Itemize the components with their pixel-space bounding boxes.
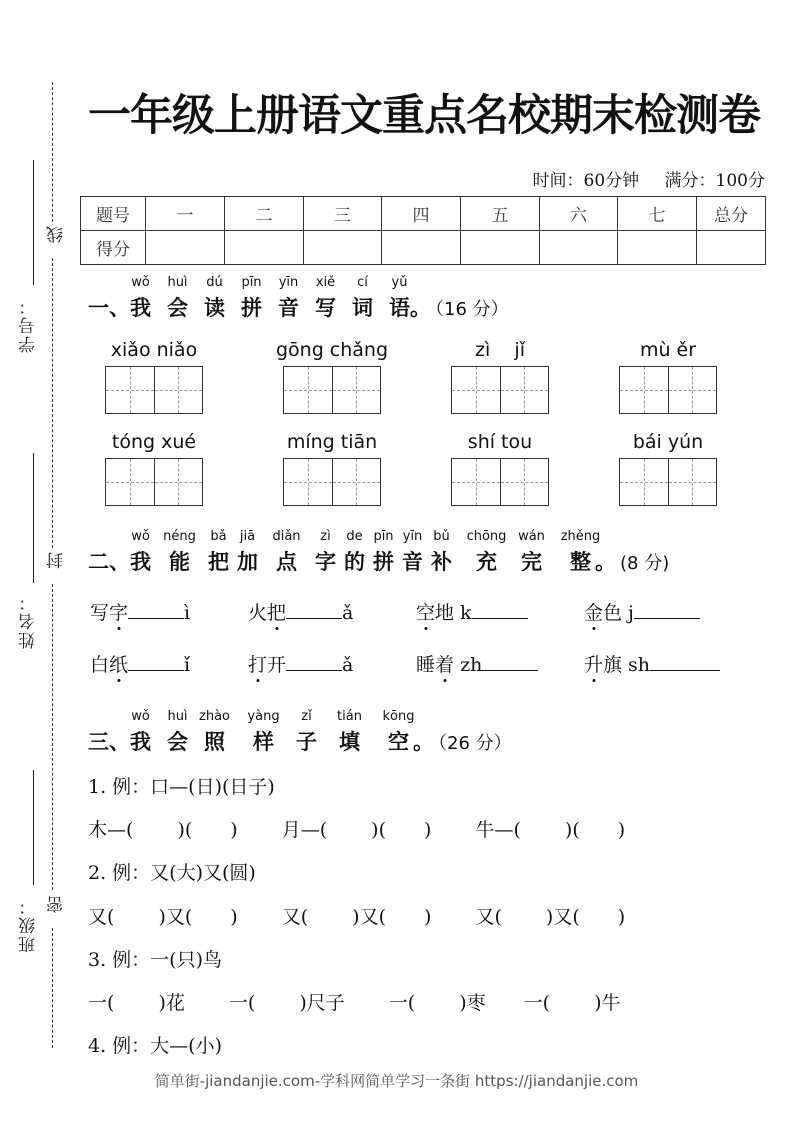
fill-item (416, 598, 528, 625)
pinyin-annotation: dú (206, 275, 223, 290)
pinyin-annotation: pīn (241, 275, 262, 290)
answer-blank[interactable] (650, 652, 720, 671)
pinyin-annotation: wǒ (131, 529, 150, 544)
answer-blank[interactable] (128, 652, 184, 671)
title-char: bǎ 把 (208, 529, 229, 574)
class-underline[interactable] (33, 770, 34, 885)
answer-blank[interactable] (286, 652, 342, 671)
fill-item (584, 650, 720, 677)
pinyin-label: gōng chǎng (275, 339, 389, 361)
pinyin-annotation: chōng (466, 529, 507, 544)
pinyin-word-item (451, 428, 549, 506)
title-char: cí 词 (352, 275, 373, 320)
writing-grid[interactable] (451, 458, 549, 506)
dotted-char: 着 (435, 650, 454, 677)
dotted-char: 空 (416, 598, 435, 625)
title-char: jiā 加 (237, 529, 258, 574)
section1-title (88, 275, 509, 322)
pinyin-annotation: yǔ (391, 275, 408, 290)
title-char: wǒ 我 (130, 529, 151, 574)
pinyin-label: shí tou (467, 431, 533, 453)
fill-item (90, 598, 190, 625)
table-header-cell: 七 (618, 197, 697, 231)
score-cell[interactable] (697, 231, 766, 265)
section-number: 一、 (88, 296, 130, 320)
dotted-char: 字 (109, 598, 128, 625)
char: 火 (248, 602, 268, 624)
writing-grid[interactable] (105, 366, 203, 414)
title-char: yàng 样 (247, 709, 280, 754)
fill-item (248, 650, 353, 677)
pinyin-initial: zh (454, 654, 483, 676)
table-row-score (81, 231, 766, 265)
title-char: chōng 充 (466, 529, 507, 574)
mark-seal: 封 (44, 548, 69, 573)
student-id-label: 学号： (19, 296, 39, 353)
table-header-cell: 二 (225, 197, 304, 231)
cut-line (52, 82, 53, 222)
pinyin-label: míng tiān (286, 431, 378, 453)
mark-line: 线 (44, 222, 69, 247)
pinyin-initial: 地 k (435, 602, 472, 624)
score-cell[interactable] (225, 231, 304, 265)
table-row-header (81, 197, 766, 231)
time-limit: 时间：60分钟 (532, 171, 640, 191)
name-underline[interactable] (33, 453, 34, 583)
answer-blank[interactable] (472, 600, 528, 619)
title-char: kōng 空 (382, 709, 415, 754)
section-title-chars (130, 275, 410, 322)
answer-blank[interactable] (128, 600, 184, 619)
char: 写 (90, 602, 110, 624)
pinyin-annotation: pīn (373, 529, 394, 544)
score-cell[interactable] (540, 231, 618, 265)
fill-item (90, 650, 190, 677)
student-id-underline[interactable] (33, 160, 34, 285)
pinyin-word-item (105, 428, 203, 506)
title-char: zhào 照 (199, 709, 230, 754)
cut-line (52, 258, 53, 548)
table-header-cell: 四 (382, 197, 461, 231)
title-char: yǔ 语 (389, 275, 410, 320)
pinyin-annotation: yīn (402, 529, 423, 544)
title-char: zì 字 (315, 529, 336, 574)
pinyin-label: zì jǐ (475, 339, 525, 361)
score-cell[interactable] (618, 231, 697, 265)
full-score: 满分：100分 (664, 171, 765, 191)
pinyin-word-item (283, 428, 381, 506)
title-char: de 的 (344, 529, 365, 574)
title-char: huì 会 (167, 275, 188, 320)
score-cell[interactable] (304, 231, 382, 265)
pinyin-annotation: jiā (239, 529, 256, 544)
fill-item (416, 650, 538, 677)
title-char: xiě 写 (315, 275, 336, 320)
title-char: bǔ 补 (431, 529, 452, 574)
title-char: yīn 音 (278, 275, 299, 320)
dotted-char: 升 (584, 650, 603, 677)
period: 。 (595, 550, 616, 574)
name-label: 姓名： (19, 592, 39, 649)
answer-line-3[interactable]: 一( )花 一( )尺子 一( )枣 一( )牛 (88, 992, 621, 1014)
pinyin-annotation: wǒ (131, 275, 150, 290)
pinyin-initial: 旗 sh (603, 654, 651, 676)
writing-grid[interactable] (451, 366, 549, 414)
title-char: néng 能 (163, 529, 196, 574)
pinyin-annotation: yīn (278, 275, 299, 290)
title-char: wǒ 我 (130, 275, 151, 320)
table-header-cell: 一 (146, 197, 225, 231)
answer-line-2[interactable]: 又( )又( ) 又( )又( ) 又( )又( ) (88, 906, 626, 928)
period: 。 (413, 730, 434, 754)
section3-title (88, 709, 512, 756)
example-line-3: 3. 例：一(只)鸟 (88, 949, 222, 971)
writing-grid[interactable] (283, 366, 381, 414)
pinyin-annotation: zhěng (560, 529, 601, 544)
example-line-2: 2. 例：又(大)又(圆) (88, 862, 256, 884)
example-line-4: 4. 例：大—(小) (88, 1035, 222, 1057)
pinyin-annotation: tián (337, 709, 362, 724)
exam-info (533, 166, 766, 191)
pinyin-word-item (619, 336, 717, 414)
fill-item (584, 598, 700, 625)
section2-title (88, 529, 670, 576)
table-header-cell: 五 (461, 197, 540, 231)
mark-secret: 密 (44, 892, 69, 917)
pinyin-label: mù ěr (639, 339, 697, 361)
pinyin-label: bái yún (632, 431, 704, 453)
answer-line-1[interactable]: 木—( )( ) 月—( )( ) 牛—( )( ) (88, 819, 626, 841)
pinyin-annotation: kōng (382, 709, 415, 724)
pinyin-label: xiǎo niǎo (110, 339, 198, 361)
pinyin-final: ǐ (184, 654, 191, 676)
section-score: (8 分) (620, 553, 670, 574)
score-cell[interactable] (382, 231, 461, 265)
dotted-char: 金 (584, 598, 603, 625)
pinyin-word-item (451, 336, 549, 414)
pinyin-word-item (275, 336, 389, 414)
title-char: zhěng 整 (560, 529, 601, 574)
example-line-1: 1. 例：口—(日)(日子) (88, 776, 275, 798)
table-header-cell: 总分 (697, 197, 766, 231)
fill-item (248, 598, 353, 625)
pinyin-label: tóng xué (111, 431, 197, 453)
pinyin-annotation: wǒ (131, 709, 150, 724)
pinyin-annotation: bǎ (210, 529, 227, 544)
writing-grid[interactable] (619, 458, 717, 506)
title-char: zǐ 子 (296, 709, 317, 754)
section-number: 三、 (88, 730, 130, 754)
writing-grid[interactable] (283, 458, 381, 506)
dotted-char: 把 (267, 598, 286, 625)
answer-blank[interactable] (482, 652, 538, 671)
pinyin-final: ǎ (342, 602, 354, 624)
section-title-chars (130, 529, 601, 576)
dotted-char: 纸 (109, 650, 128, 677)
char: 开 (267, 654, 287, 676)
section-title-chars (130, 709, 415, 756)
answer-blank[interactable] (286, 600, 342, 619)
table-header-cell: 三 (304, 197, 382, 231)
section-number: 二、 (88, 550, 130, 574)
pinyin-annotation: huì (167, 709, 188, 724)
pinyin-final: ì (184, 602, 191, 624)
score-row-label: 得分 (81, 231, 146, 265)
title-char: yīn 音 (402, 529, 423, 574)
title-char: wán 完 (518, 529, 545, 574)
pinyin-annotation: cí (357, 275, 368, 290)
pinyin-initial: 色 j (603, 602, 634, 624)
char: 睡 (416, 654, 436, 676)
writing-grid[interactable] (619, 366, 717, 414)
class-label: 班级： (19, 896, 39, 953)
footer-watermark: 简单街-jiandanjie.com-学科网简单学习一条街 https://jiandanjie.com (154, 1072, 639, 1090)
pinyin-annotation: zhào (199, 709, 230, 724)
title-char: diǎn 点 (272, 529, 301, 574)
period: 。 (410, 296, 431, 320)
pinyin-annotation: huì (167, 275, 188, 290)
score-table (80, 196, 766, 265)
title-char: tián 填 (337, 709, 362, 754)
pinyin-annotation: de (346, 529, 363, 544)
cut-line (52, 928, 53, 1048)
score-cell[interactable] (461, 231, 540, 265)
table-header-cell: 六 (540, 197, 618, 231)
pinyin-annotation: néng (163, 529, 196, 544)
pinyin-annotation: wán (518, 529, 545, 544)
pinyin-final: ǎ (342, 654, 354, 676)
cut-line (52, 584, 53, 890)
score-cell[interactable] (146, 231, 225, 265)
char: 白 (90, 654, 110, 676)
pinyin-annotation: xiě (315, 275, 336, 290)
title-char: wǒ 我 (130, 709, 151, 754)
table-header-cell: 题号 (81, 197, 146, 231)
section-score: （26 分） (438, 733, 512, 754)
pinyin-annotation: zì (320, 529, 331, 544)
title-char: pīn 拼 (241, 275, 262, 320)
writing-grid[interactable] (105, 458, 203, 506)
answer-blank[interactable] (634, 600, 700, 619)
pinyin-word-item (619, 428, 717, 506)
dotted-char: 打 (248, 650, 267, 677)
pinyin-annotation: bǔ (433, 529, 450, 544)
title-char: huì 会 (167, 709, 188, 754)
title-char: dú 读 (204, 275, 225, 320)
section-score: （16 分） (435, 299, 509, 320)
pinyin-annotation: zǐ (301, 709, 312, 724)
pinyin-annotation: diǎn (272, 529, 301, 544)
pinyin-word-item (105, 336, 203, 414)
title-char: pīn 拼 (373, 529, 394, 574)
page-title: 一年级上册语文重点名校期末检测卷 (88, 91, 760, 141)
pinyin-annotation: yàng (247, 709, 280, 724)
